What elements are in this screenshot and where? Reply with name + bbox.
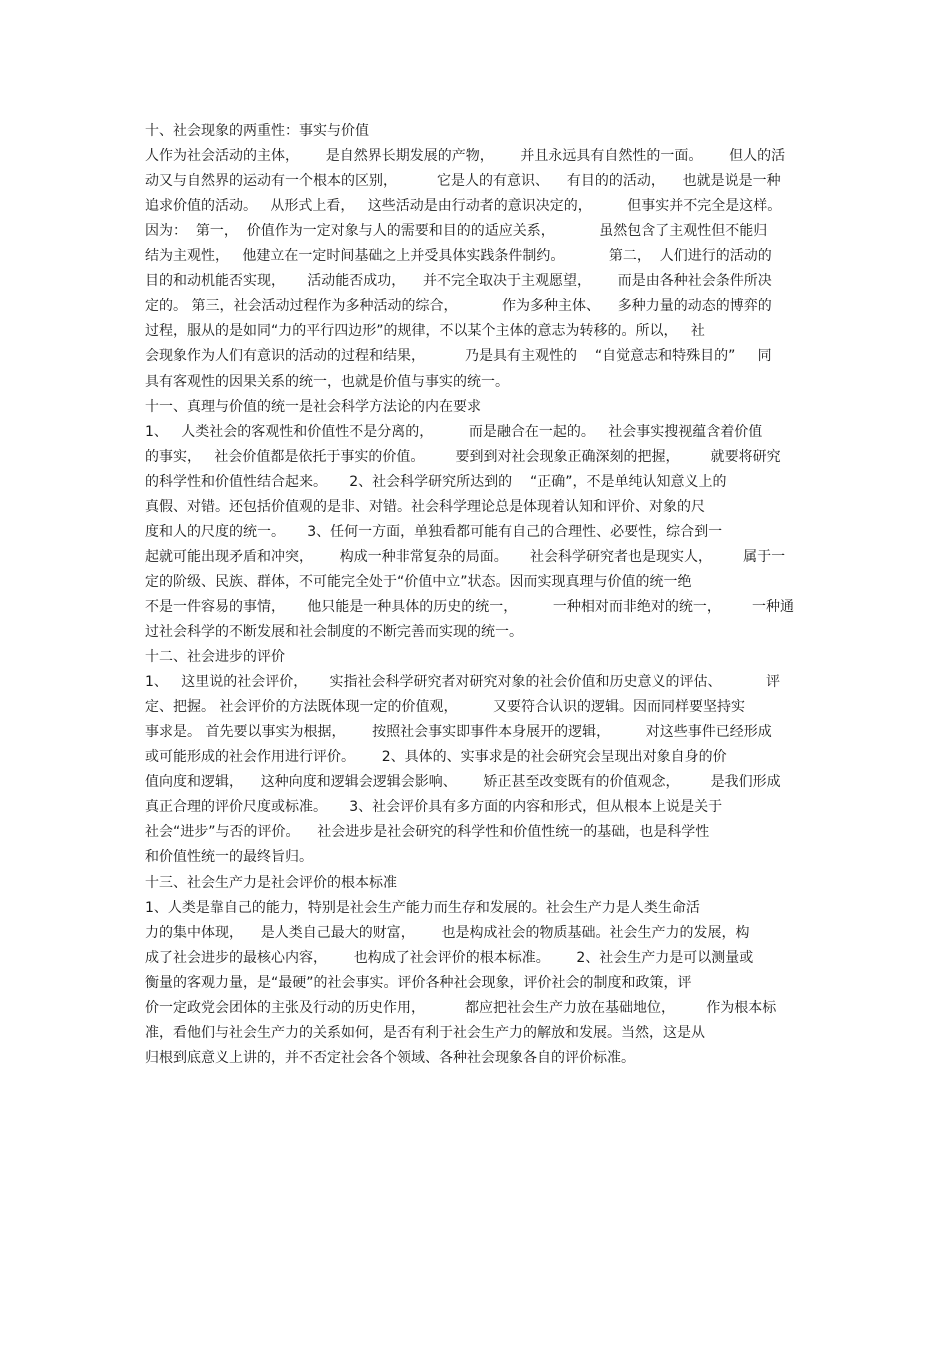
text-line: 起就可能出现矛盾和冲突， 构成一种非常复杂的局面。 社会科学研究者也是现实人， 属于一 [145, 549, 786, 565]
text-line: 真正合理的评价尺度或标准。 3、社会评价具有多方面的内容和形式，但从根本上说是关于 [145, 799, 723, 815]
text-line: 或可能形成的社会作用进行评价。 2、具体的、实事求是的社会研究会呈现出对象自身的价 [145, 749, 727, 765]
text-line: 定的。 第三，社会活动过程作为多种活动的综合， 作为多种主体、 多种力量的动态的博弈的 [145, 298, 772, 314]
text-line: 追求价值的活动。 从形式上看， 这些活动是由行动者的意识决定的， 但事实并不完全是这样。 [145, 198, 782, 214]
text-line: 1、 人类社会的客观性和价值性不是分离的， 而是融合在一起的。 社会事实搜视蕴含着价值 [145, 424, 763, 440]
text-line: 过社会科学的不断发展和社会制度的不断完善而实现的统一。 [145, 624, 523, 640]
text-line: 动又与自然界的运动有一个根本的区别， 它是人的有意识、 有目的的活动， 也就是说是一种 [145, 173, 781, 189]
text-line: 会现象作为人们有意识的活动的过程和结果， 乃是具有主观性的 “自觉意志和特殊目的” 同 [145, 348, 772, 364]
text-line: 结为主观性， 他建立在一定时间基础之上并受具体实践条件制约。 第二， 人们进行的活动的 [145, 248, 772, 264]
text-line: 价一定政党会团体的主张及行动的历史作用， 都应把社会生产力放在基础地位， 作为根本标 [145, 1000, 777, 1016]
text-line: 的科学性和价值性结合起来。 2、社会科学研究所达到的 “正确”，不是单纯认知意义上的 [145, 474, 727, 490]
section-heading: 十、社会现象的两重性：事实与价值 [145, 123, 369, 139]
text-line: 力的集中体现， 是人类自己最大的财富， 也是构成社会的物质基础。社会生产力的发展，构 [145, 925, 750, 941]
section-heading: 十一、真理与价值的统一是社会科学方法论的内在要求 [145, 399, 481, 415]
text-line: 人作为社会活动的主体， 是自然界长期发展的产物， 并且永远具有自然性的一面。 但人的活 [145, 148, 786, 164]
text-line: 的事实， 社会价值都是依托于事实的价值。 要到到对社会现象正确深刻的把握， 就要将研究 [145, 449, 781, 465]
text-line: 定、把握。 社会评价的方法既体现一定的价值观， 又要符合认识的逻辑。因而同样要坚持实 [145, 699, 746, 715]
text-line: 1、人类是靠自己的能力，特别是社会生产能力而生存和发展的。社会生产力是人类生命活 [145, 900, 700, 916]
section-heading: 十二、社会进步的评价 [145, 649, 285, 665]
text-line: 真假、对错。还包括价值观的是非、对错。社会科学理论总是体现着认知和评价、对象的尺 [145, 499, 705, 515]
text-line: 准，看他们与社会生产力的关系如何，是否有利于社会生产力的解放和发展。当然，这是从 [145, 1025, 705, 1041]
text-line: 目的和动机能否实现， 活动能否成功， 并不完全取决于主观愿望， 而是由各种社会条件所决 [145, 273, 772, 289]
text-line: 和价值性统一的最终旨归。 [145, 849, 313, 865]
text-line: 过程，服从的是如同“力的平行四边形”的规律，不以某个主体的意志为转移的。所以， 社 [145, 323, 705, 339]
text-line: 因为： 第一， 价值作为一定对象与人的需要和目的的适应关系， 虽然包含了主观性但不能归 [145, 223, 768, 239]
text-line: 衡量的客观力量，是“最硬”的社会事实。评价各种社会现象，评价社会的制度和政策，评 [145, 975, 692, 991]
text-line: 具有客观性的因果关系的统一，也就是价值与事实的统一。 [145, 374, 509, 390]
text-line: 社会“进步”与否的评价。 社会进步是社会研究的科学性和价值性统一的基础，也是科学性 [145, 824, 710, 840]
text-line: 定的阶级、民族、群体，不可能完全处于“价值中立”状态。因而实现真理与价值的统一绝 [145, 574, 692, 590]
text-line: 不是一件容易的事情， 他只能是一种具体的历史的统一， 一种相对而非绝对的统一， 一种通 [145, 599, 795, 615]
text-line: 事求是。 首先要以事实为根据， 按照社会事实即事件本身展开的逻辑， 对这些事件已经形成 [145, 724, 772, 740]
text-line: 成了社会进步的最核心内容， 也构成了社会评价的根本标准。 2、社会生产力是可以测量或 [145, 950, 754, 966]
text-line: 值向度和逻辑， 这种向度和逻辑会逻辑会影响、 矫正甚至改变既有的价值观念， 是我们形成 [145, 774, 781, 790]
text-line: 度和人的尺度的统一。 3、任何一方面，单独看都可能有自己的合理性、必要性，综合到一 [145, 524, 723, 540]
section-heading: 十三、社会生产力是社会评价的根本标准 [145, 875, 397, 891]
text-line: 归根到底意义上讲的，并不否定社会各个领域、各种社会现象各自的评价标准。 [145, 1050, 635, 1066]
text-line: 1、 这里说的社会评价， 实指社会科学研究者对研究对象的社会价值和历史意义的评估、 评 [145, 674, 781, 690]
